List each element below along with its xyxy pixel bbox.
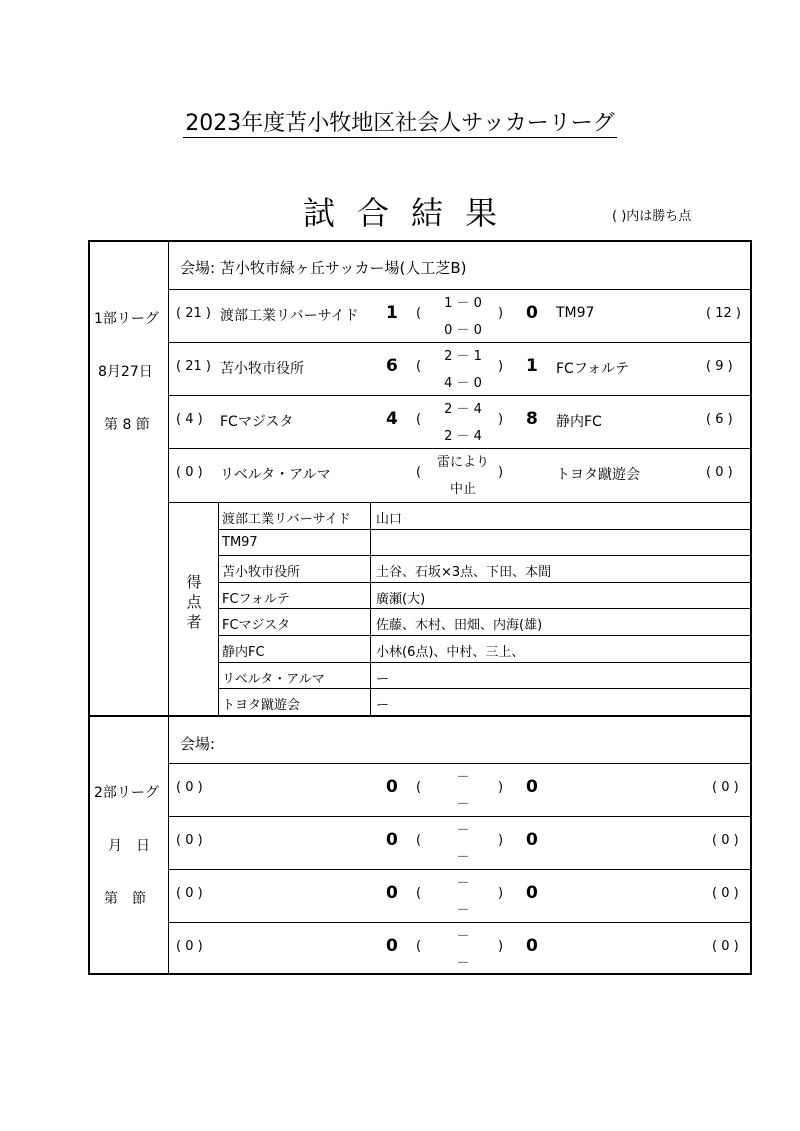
label-column-divider-2 [168,716,169,974]
league1-label: 1部リーグ [94,311,159,327]
scorer-team: FCマジスタ [222,618,291,634]
away-score: 0 [526,303,538,323]
away-points: ( 0 ) [712,939,739,954]
scorer-row-divider-2 [218,555,752,556]
paren-open: ( [416,306,422,321]
scorer-row-divider-5 [218,635,752,636]
row-divider-2-0 [168,763,752,764]
points-note: ( )内は勝ち点 [612,209,692,224]
scorers-label-char: 点 [186,593,202,611]
paren-close: ) [498,412,504,427]
scorer-team: 静内FC [222,645,265,660]
first-half-score: 1 － 0 [444,296,482,311]
league2-round: 第 節 [104,891,146,907]
away-points: ( 0 ) [712,886,739,901]
away-score: 0 [526,777,538,797]
scorers-label-char: 得 [186,573,202,591]
away-score: 0 [526,936,538,956]
scorer-team: リベルタ・アルマ [222,671,325,687]
first-half-score: － [456,823,470,838]
paren-close: ) [498,465,504,480]
scorer-players: 小林(6点)、中村、三上、 [376,645,525,660]
row-divider-1-1 [168,342,752,343]
paren-open: ( [416,412,422,427]
scorer-row-divider-4 [218,608,752,609]
home-team: 苫小牧市役所 [220,361,304,377]
scorer-players: 佐藤、木村、田畑、内海(雄) [376,618,543,634]
scorers-label [184,572,204,632]
league-divider [88,715,752,717]
second-half-score: 中止 [449,482,476,497]
home-score: 0 [386,936,398,956]
row-divider-1-3 [168,448,752,449]
paren-close: ) [498,359,504,374]
home-score: 0 [386,777,398,797]
second-half-score: － [456,850,470,865]
home-points: ( 21 ) [176,306,211,321]
away-points: ( 9 ) [706,359,733,374]
home-score: 0 [386,883,398,903]
row-divider-1-4 [168,502,752,503]
second-half-score: 4 － 0 [444,376,482,391]
paren-open: ( [416,780,422,795]
scorer-players: 土谷、石坂×3点、下田、本間 [376,565,552,581]
away-score: 0 [526,883,538,903]
away-points: ( 0 ) [712,833,739,848]
away-points: ( 0 ) [706,465,733,480]
second-half-score: － [456,956,470,971]
away-team: 静内FC [556,414,602,430]
scorer-team: TM97 [222,534,258,550]
league2-label: 2部リーグ [94,785,159,801]
row-divider-1-2 [168,395,752,396]
away-team: TM97 [556,305,595,321]
scorer-row-divider-6 [218,662,752,663]
first-half-score: － [456,770,470,785]
first-half-score: 2 － 1 [444,349,482,364]
row-divider-1-0 [168,289,752,290]
home-points: ( 0 ) [176,780,203,795]
paren-open: ( [416,359,422,374]
scorers-label-char: 者 [186,613,202,631]
second-half-score: － [456,903,470,918]
scorer-team: 苫小牧市役所 [222,565,301,581]
scorer-players: 廣瀬(大) [376,591,426,607]
scorer-row-divider-7 [218,688,752,689]
home-points: ( 0 ) [176,886,203,901]
second-half-score: 0 － 0 [444,323,482,338]
home-points: ( 0 ) [176,465,203,480]
away-team: トヨタ蹴遊会 [556,467,640,483]
home-score: 0 [386,830,398,850]
home-points: ( 21 ) [176,359,211,374]
away-score: 1 [526,356,538,376]
scorer-row-divider-1 [218,529,752,530]
paren-close: ) [498,939,504,954]
home-points: ( 0 ) [176,833,203,848]
home-team: リベルタ・アルマ [220,467,331,483]
scorer-team: 渡部工業リバーサイド [222,512,351,527]
label-column-divider-1 [168,240,169,716]
first-half-score: － [456,876,470,891]
home-team: FCマジスタ [220,414,294,430]
away-score: 0 [526,830,538,850]
league2-date: 月 日 [108,838,150,854]
home-team: 渡部工業リバーサイド [220,308,359,324]
league2-venue: 会場: [180,735,216,753]
home-points: ( 4 ) [176,412,203,427]
scorer-players: ー [376,671,390,687]
home-points: ( 0 ) [176,939,203,954]
second-half-score: 2 － 4 [444,429,482,444]
row-divider-2-3 [168,922,752,923]
scorer-row-divider-3 [218,582,752,583]
away-team: FCフォルテ [556,361,630,377]
away-score: 8 [526,409,538,429]
scorer-players: ー [376,698,390,714]
first-half-score: 2 － 4 [444,402,482,417]
document-subtitle: 試合結果 [302,194,519,232]
home-score: 6 [386,356,398,376]
row-divider-2-2 [168,869,752,870]
paren-open: ( [416,939,422,954]
paren-open: ( [416,833,422,848]
document-title: 2023年度苫小牧地区社会人サッカーリーグ [185,111,615,136]
league1-date: 8月27日 [98,364,153,380]
league1-round: 第 8 節 [104,417,150,433]
paren-close: ) [498,306,504,321]
results-table [88,240,752,975]
row-divider-2-1 [168,816,752,817]
paren-close: ) [498,780,504,795]
scorer-team: トヨタ蹴遊会 [222,698,301,714]
away-points: ( 6 ) [706,412,733,427]
scorer-team: FCフォルテ [222,591,290,607]
league1-venue: 会場: 苫小牧市緑ヶ丘サッカー場(人工芝B) [180,259,467,277]
first-half-score: 雷により [436,455,489,470]
paren-open: ( [416,886,422,901]
first-half-score: － [456,929,470,944]
away-points: ( 12 ) [706,306,741,321]
paren-open: ( [416,465,422,480]
away-points: ( 0 ) [712,780,739,795]
paren-close: ) [498,833,504,848]
paren-close: ) [498,886,504,901]
home-score: 4 [386,409,398,429]
scorer-players: 山口 [376,512,403,527]
home-score: 1 [386,303,398,323]
second-half-score: － [456,797,470,812]
